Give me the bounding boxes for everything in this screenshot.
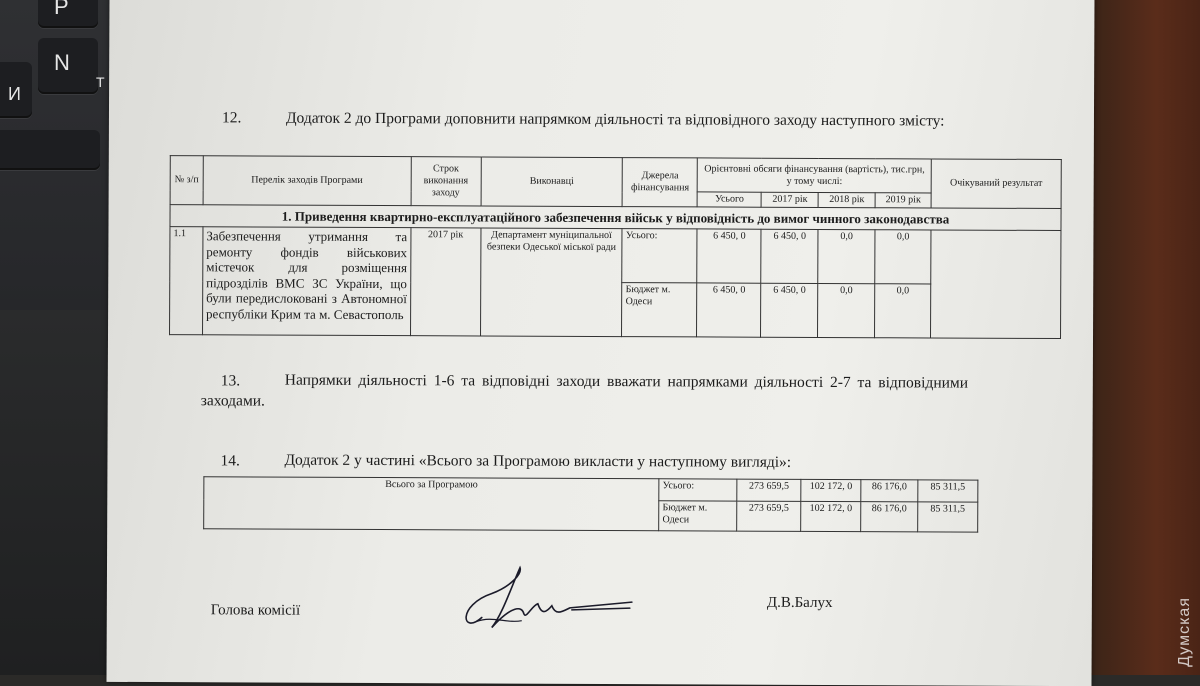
row-total-total: 6 450, 0 (697, 229, 761, 283)
key-i (0, 62, 32, 118)
header-executors: Виконавці (481, 157, 623, 207)
row-no: 1.1 (170, 227, 203, 335)
item-13-number: 13. (220, 372, 241, 390)
item-13-line1: Напрямки діяльності 1-6 та відповідні заходи вважати напрямками діяльності 2-7 та відповідними (284, 371, 969, 392)
header-total: Усього (697, 192, 761, 207)
total-2017: 102 172, 0 (801, 479, 861, 501)
key-label: И (8, 84, 21, 104)
total-2019: 85 311,5 (918, 480, 978, 502)
key-n (38, 38, 105, 94)
row-source-total: Усього: (622, 229, 697, 283)
item-12-number: 12. (221, 109, 242, 127)
total-source-total: Усього: (659, 479, 737, 501)
header-funding: Орієнтовні обсяги фінансування (вартість), тис.грн, у тому числі: (698, 158, 932, 193)
header-2017: 2017 рік (761, 192, 818, 207)
item-13-line2: заходами. (200, 392, 265, 410)
budget-total: 273 659,5 (737, 501, 801, 531)
watermark: Думская (1176, 597, 1193, 667)
budget-2017: 102 172, 0 (801, 501, 861, 531)
row-budget-2018: 0,0 (818, 283, 875, 337)
signature-position: Голова комісії (210, 602, 301, 619)
header-2018: 2018 рік (818, 192, 875, 207)
total-2018: 86 176,0 (861, 480, 918, 502)
row-executor: Департамент муніципальної безпеки Одеської міської ради (480, 228, 622, 337)
handwritten-signature (452, 565, 642, 641)
row-term: 2017 рік (410, 228, 480, 336)
row-total-2019: 0,0 (875, 230, 931, 284)
row-total-2018: 0,0 (818, 229, 875, 283)
header-sources: Джерела фінансування (623, 158, 698, 207)
row-budget-2019: 0,0 (875, 284, 931, 338)
desk-surface-right (1090, 0, 1200, 675)
program-total-table (203, 476, 978, 532)
row-source-budget: Бюджет м. Одеси (622, 283, 697, 337)
key-p (38, 0, 98, 28)
document-page (106, 0, 1094, 686)
program-measures-table (169, 155, 1062, 339)
key-label: P (54, 0, 69, 19)
signature-name: Д.В.Балух (766, 594, 833, 612)
key-label: N (54, 50, 70, 75)
key-row (0, 130, 100, 170)
header-2019: 2019 рік (875, 193, 931, 208)
row-budget-2017: 6 450, 0 (761, 283, 818, 337)
item-14-text: Додаток 2 у частині «Всього за Програмою викласти у наступному вигляді»: (284, 451, 792, 471)
total-total: 273 659,5 (737, 479, 801, 501)
total-label: Всього за Програмою (204, 477, 660, 531)
budget-2019: 85 311,5 (918, 502, 978, 532)
section-title: 1. Приведення квартирно-експлуатаційного забезпечення військ у відповідність до вимог чинного законодавства (170, 205, 1061, 231)
keyboard (0, 0, 112, 310)
header-measures: Перелік заходів Програми (203, 156, 411, 206)
total-source-budget: Бюджет м. Одеси (659, 501, 737, 531)
row-measure: Забезпечення утримання та ремонту фондів військових містечок для розміщення підрозділів ВМС ЗС України, що були передислоковані з Автономної республіки Крим та м. Севастополь (202, 227, 410, 336)
row-result (931, 230, 1061, 339)
header-result: Очікуваний результат (931, 159, 1061, 209)
key-label: Т (96, 74, 105, 90)
row-budget-total: 6 450, 0 (697, 283, 761, 337)
row-total-2017: 6 450, 0 (761, 229, 818, 283)
budget-2018: 86 176,0 (861, 502, 918, 532)
item-14-number: 14. (220, 452, 240, 470)
header-no: № з/п (170, 156, 203, 205)
header-term: Строк виконання заходу (411, 157, 481, 206)
item-12-text: Додаток 2 до Програми доповнити напрямком діяльності та відповідного заходу наступного змісту: (285, 109, 945, 130)
